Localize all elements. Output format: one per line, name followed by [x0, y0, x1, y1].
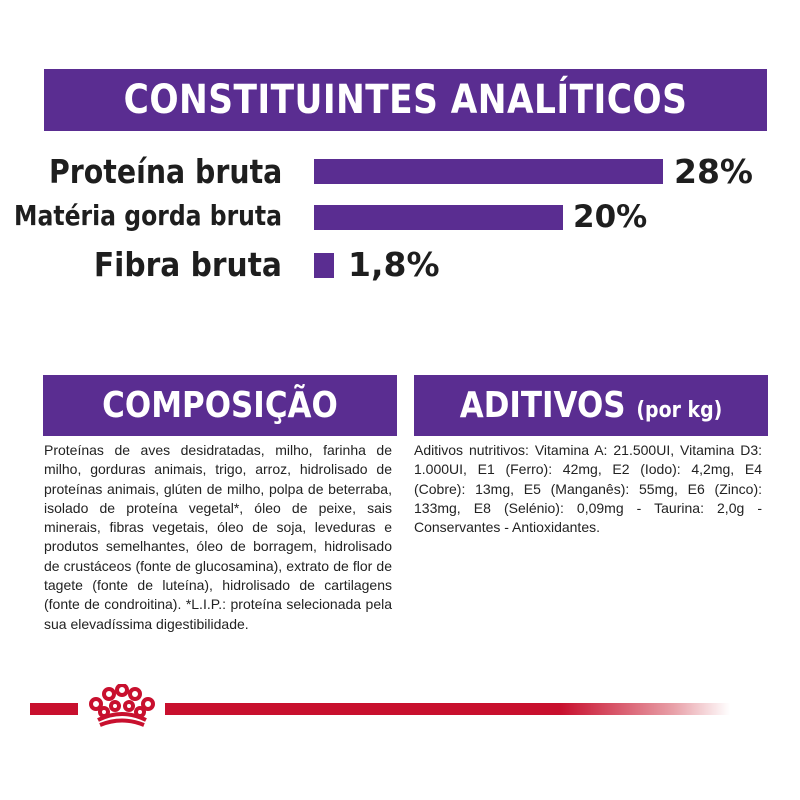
royal-canin-crown-icon [84, 684, 160, 728]
nutrient-bar [314, 253, 334, 278]
composition-header [43, 375, 397, 436]
additives-text: Aditivos nutritivos: Vitamina A: 21.500UI, Vitamina D3: 1.000UI, E1 (Ferro): 42mg, E2 (Iodo): 4,2mg, E4 (Cobre): 13mg, E5 (Manganês): 55mg, E6 (Zinco): 133mg, E8 (Selénio): 0,09mg - Taurina: 2,0g - Conservantes - Antioxidantes. [414, 442, 762, 536]
footer-line-right [165, 703, 730, 715]
analytical-constituents-header [44, 69, 767, 131]
composition-text: Proteínas de aves desidratadas, milho, farinha de milho, gorduras animais, trigo, arroz, hidrolisado de proteínas animais, glúten de milho, polpa de beterraba, isolado de proteína vegetal*, óleo de peixe, sais minerais, fibras vegetais, óleo de soja, leveduras e produtos semelhantes, óleo de borragem, hidrolisado de crustáceos (fonte de glucosamina), extrato de flor de tagete (fonte de luteína), hidrolisado de cartilagens (fonte de condroitina). *L.I.P.: proteína selecionada pela sua elevadíssima digestibilidade. [44, 442, 392, 632]
additives-title-suffix: (por kg) [636, 398, 723, 423]
additives-header [414, 375, 768, 436]
additives-title: ADITIVOS [459, 385, 626, 426]
additives-title-wrap [439, 375, 743, 436]
nutrient-label: Fibra bruta [93, 245, 282, 284]
nutrient-value: 1,8% [348, 245, 440, 284]
nutrient-bar [314, 205, 563, 230]
nutrient-label: Matéria gorda bruta [14, 199, 282, 232]
footer-line-left [30, 703, 78, 715]
nutrient-value: 28% [674, 152, 753, 191]
composition-title: COMPOSIÇÃO [102, 385, 338, 426]
nutrient-value: 20% [573, 199, 648, 235]
analytical-constituents-title: CONSTITUINTES ANALÍTICOS [123, 77, 688, 123]
nutrient-label: Proteína bruta [48, 152, 282, 191]
nutrient-bar [314, 159, 663, 184]
